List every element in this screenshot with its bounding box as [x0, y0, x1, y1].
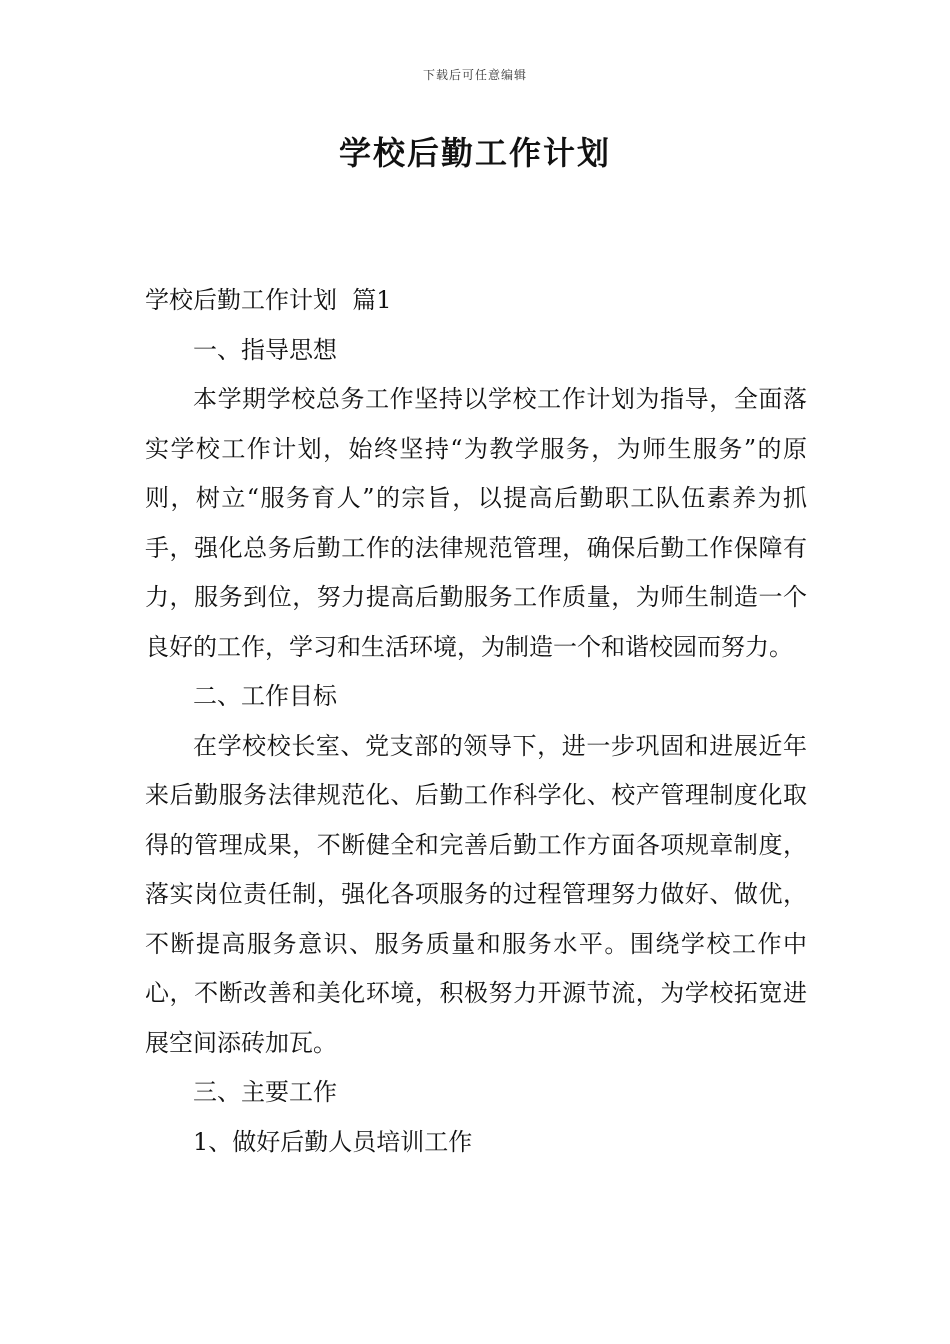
paragraph-guiding-ideology: 本学期学校总务工作坚持以学校工作计划为指导，全面落实学校工作计划，始终坚持“为教学服务，为师生服务”的原则，树立“服务育人”的宗旨，以提高后勤职工队伍素养为抓手，强化总务后勤工作的法律规范管理，确保后勤工作保障有力，服务到位，努力提高后勤服务工作质量，为师生制造一个良好的工作，学习和生活环境，为制造一个和谐校园而努力。 — [145, 385, 807, 661]
list-item-training: 1、做好后勤人员培训工作 — [193, 1127, 473, 1156]
document-subtitle: 学校后勤工作计划 篇1 — [145, 286, 392, 314]
header-note: 下载后可任意编辑 — [422, 68, 527, 82]
page-title: 学校后勤工作计划 — [338, 134, 611, 172]
section-heading-main-work: 三、主要工作 — [193, 1078, 337, 1106]
document-body — [145, 276, 807, 1167]
section-heading-work-goals: 二、工作目标 — [193, 682, 337, 710]
paragraph-work-goals: 在学校校长室、党支部的领导下，进一步巩固和进展近年来后勤服务法律规范化、后勤工作科学化、校产管理制度化取得的管理成果，不断健全和完善后勤工作方面各项规章制度，落实岗位责任制，强化各项服务的过程管理努力做好、做优，不断提高服务意识、服务质量和服务水平。围绕学校工作中心，不断改善和美化环境，积极努力开源节流，为学校拓宽进展空间添砖加瓦。 — [145, 731, 807, 1057]
section-heading-guiding-ideology: 一、指导思想 — [193, 335, 337, 364]
